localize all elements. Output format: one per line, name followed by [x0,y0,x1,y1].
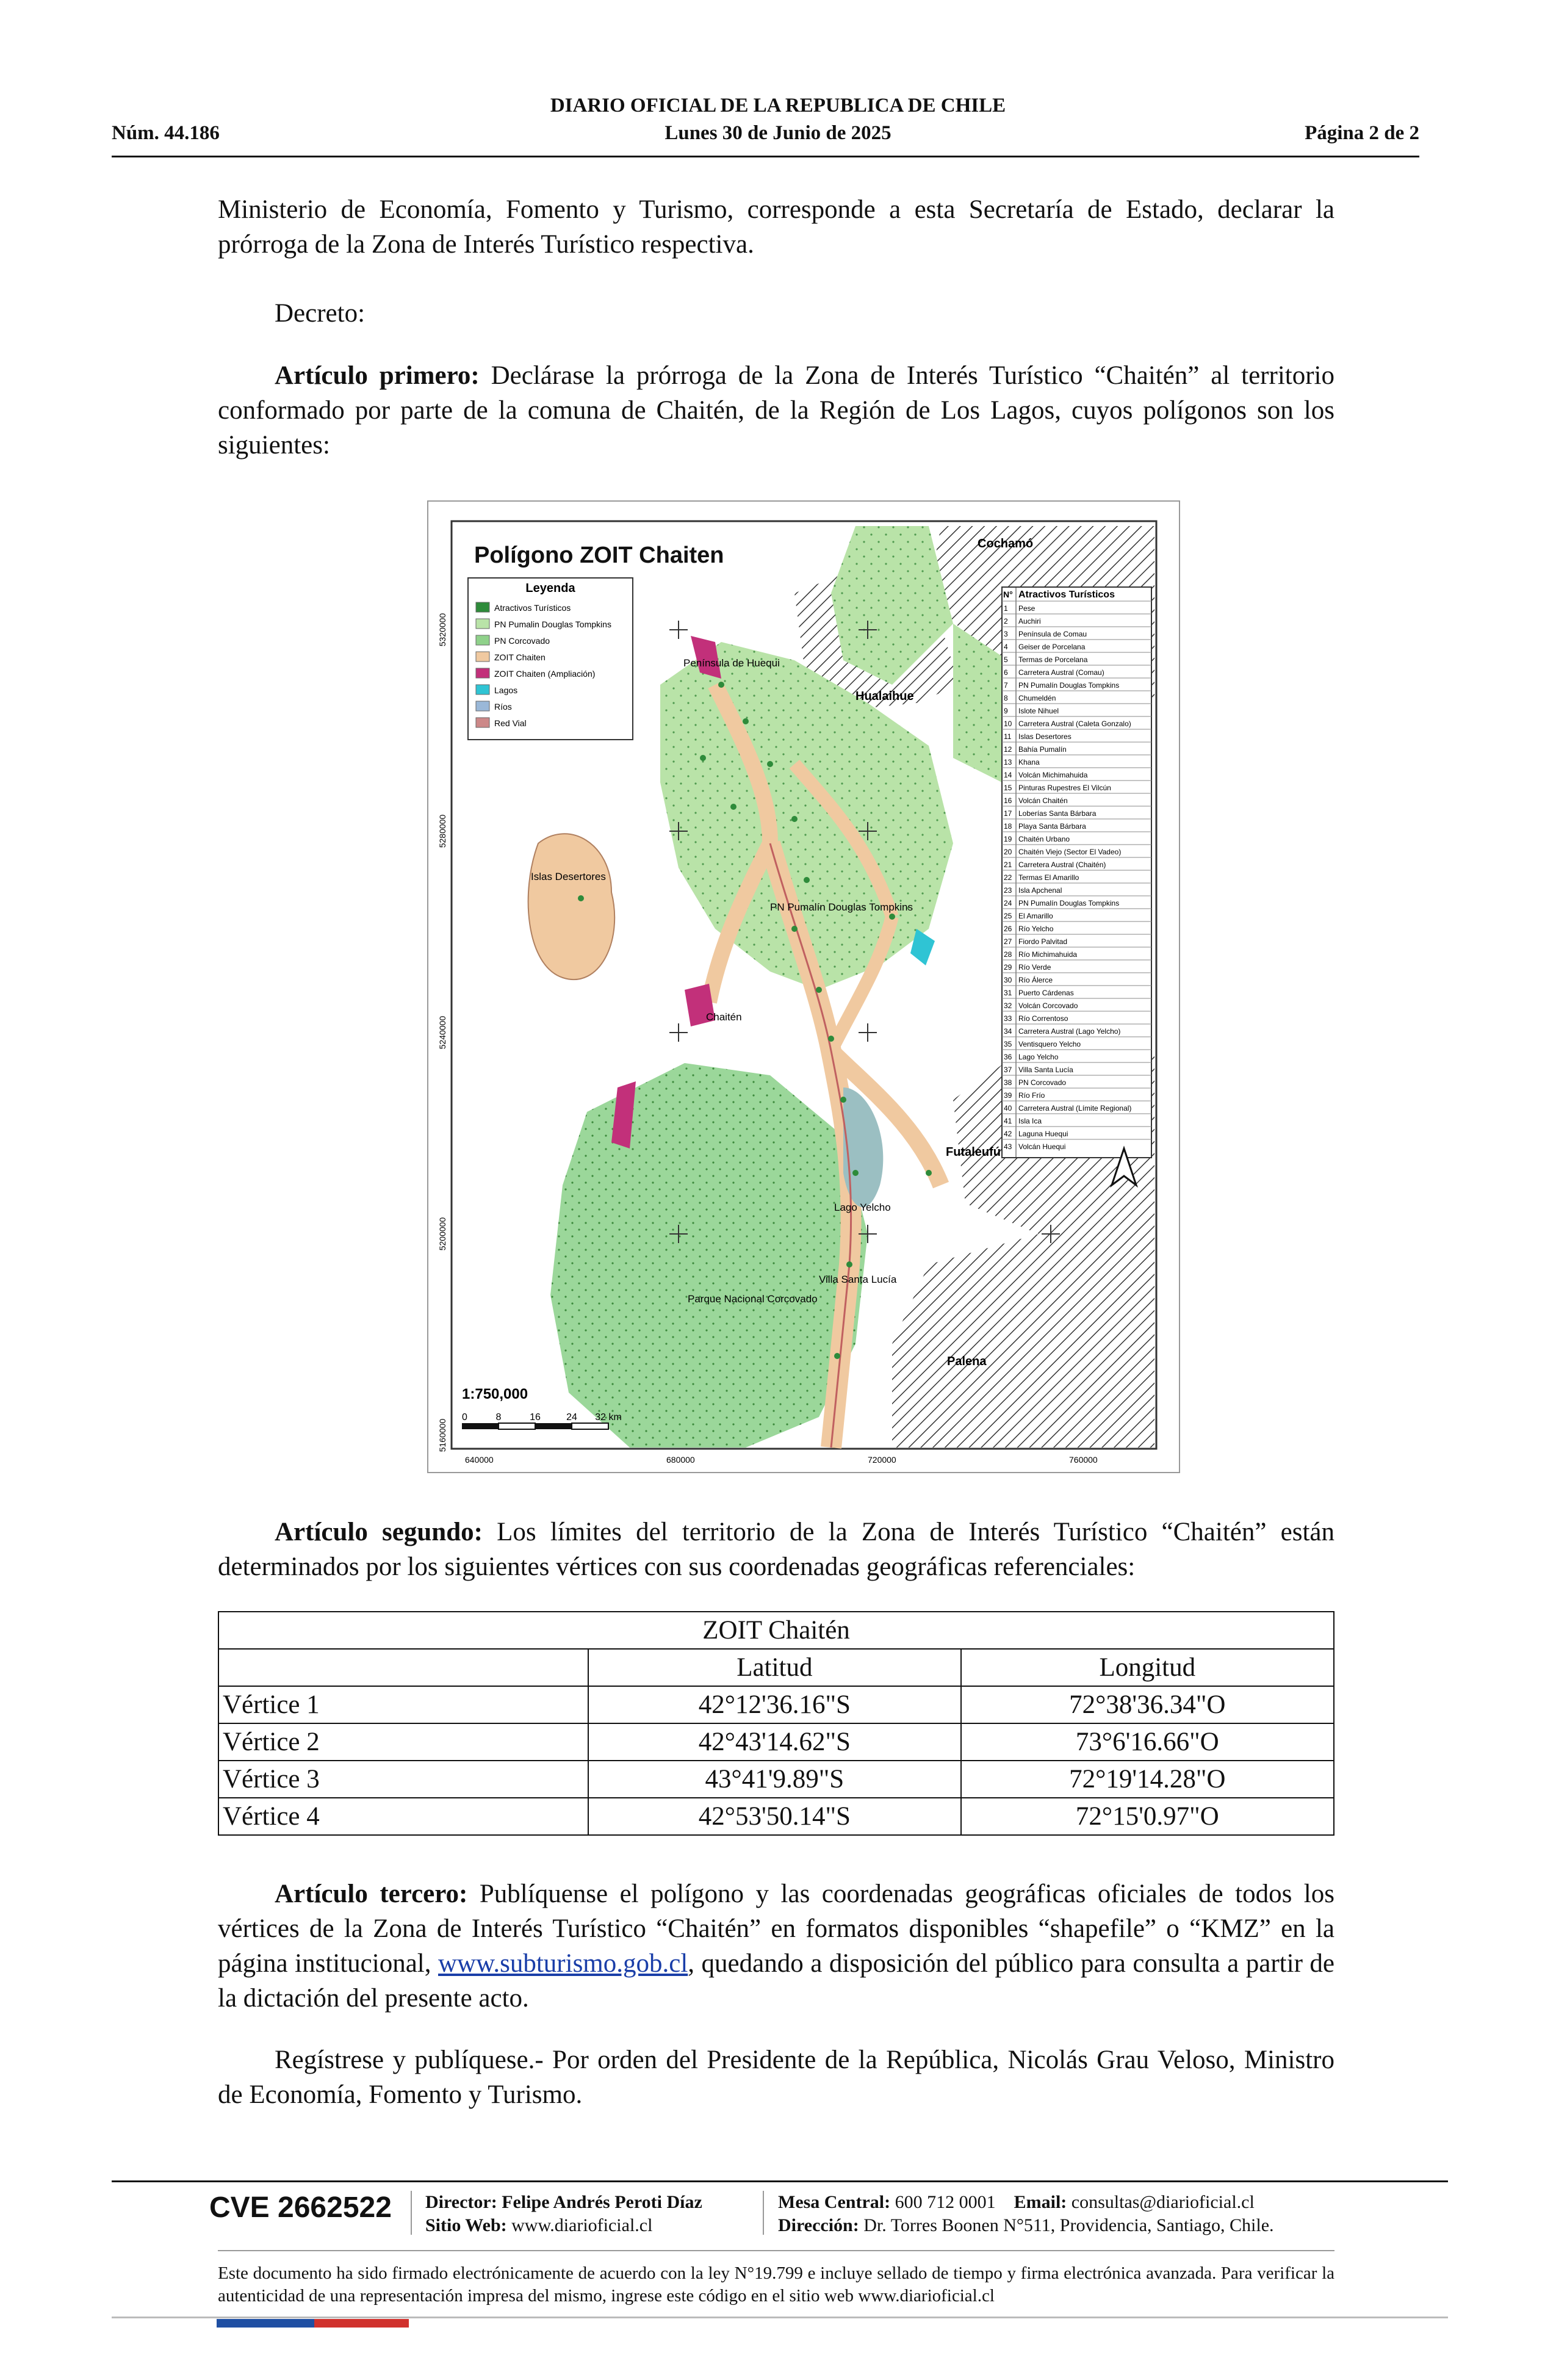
attraction-number: 13 [1004,758,1012,766]
attraction-name: Carretera Austral (Límite Regional) [1018,1104,1132,1112]
table-title-row [218,1612,1334,1649]
place-futaleufu: Futaleufú [946,1145,1001,1159]
attraction-name: Pinturas Rupestres El Vilcún [1018,784,1111,792]
attraction-number: 1 [1004,604,1008,613]
header-rule [112,156,1419,157]
address-text: Dr. Torres Boonen N°511, Providencia, Santiago, Chile. [863,2215,1274,2235]
scale-tick-label: 16 [530,1412,541,1423]
web-label: Sitio Web: [425,2215,507,2235]
vertex-longitude: 72°19'14.28"O [961,1761,1334,1798]
attraction-name: Bahía Pumalín [1018,745,1067,754]
legend-swatch [476,701,489,711]
attraction-number: 18 [1004,822,1012,831]
attraction-name: Islote Nihuel [1018,707,1059,715]
vertex-name: Vértice 3 [218,1761,588,1798]
attraction-name: Chaitén Urbano [1018,835,1070,843]
attraction-name: Carretera Austral (Lago Yelcho) [1018,1027,1121,1036]
mesa-phone: 600 712 0001 [895,2192,996,2212]
header-title: DIARIO OFICIAL DE LA REPUBLICA DE CHILE [550,95,1006,117]
attraction-number: 6 [1004,668,1008,677]
attractions-table [1002,587,1151,1158]
attraction-number: 35 [1004,1040,1012,1048]
y-tick-label: 5240000 [438,1015,447,1050]
attraction-name: Lago Yelcho [1018,1053,1059,1061]
attraction-name: Geiser de Porcelana [1018,643,1086,651]
place-lago-yelcho: Lago Yelcho [834,1202,891,1213]
attraction-name: Islas Desertores [1018,732,1072,741]
attraction-number: 17 [1004,809,1012,818]
attraction-number: 22 [1004,873,1012,882]
attraction-number: 8 [1004,694,1008,702]
cve-code: CVE 2662522 [209,2191,392,2224]
attraction-name: Río Álerce [1018,976,1053,984]
zoit-map [427,500,1180,1473]
attraction-name: Volcán Corcovado [1018,1001,1078,1010]
attraction-name: Carretera Austral (Comau) [1018,668,1104,677]
attraction-number: 31 [1004,989,1012,997]
legend-label: ZOIT Chaiten (Ampliación) [494,669,596,679]
attraction-name: Volcán Huequi [1018,1142,1066,1151]
article-3-text-b: , quedando a disposición del público para consulta a partir de la dictación del presente acto. [218,1949,1334,2013]
attraction-number: 14 [1004,771,1012,779]
attraction-name: Río Yelcho [1018,925,1054,933]
attraction-number: 27 [1004,937,1012,946]
article-3-label: Artículo tercero: [275,1880,468,1908]
header-longitude: Longitud [961,1649,1334,1686]
legend-label: PN Pumalin Douglas Tompkins [494,619,611,629]
attraction-name: Playa Santa Bárbara [1018,822,1086,831]
article-1 [218,358,1334,463]
email-link[interactable]: consultas@diarioficial.cl [1071,2192,1255,2212]
park-corcovado [550,1063,868,1448]
attraction-number: 7 [1004,681,1008,690]
y-tick-label: 5320000 [438,613,447,647]
attraction-name: Carretera Austral (Chaitén) [1018,860,1106,869]
footer-disclaimer: Este documento ha sido firmado electrónicamente de acuerdo con la ley N°19.799 e incluye sellado de tiempo y firma electrónica avanzada. Para verificar la autenticidad de una representación impresa del mismo, ingrese este código en el sitio web www.diarioficial.cl [218,2263,1334,2306]
vertex-name: Vértice 1 [218,1686,588,1723]
y-tick-label: 5280000 [438,814,447,848]
article-2 [218,1515,1334,1584]
x-tick-label: 720000 [868,1455,896,1465]
attractions-header-n: N° [1003,590,1013,599]
mesa-label: Mesa Central: [778,2192,891,2212]
attraction-number: 37 [1004,1066,1012,1074]
attraction-name: Volcán Chaitén [1018,796,1068,805]
attraction-number: 25 [1004,912,1012,920]
vertex-longitude: 73°6'16.66"O [961,1723,1334,1761]
legend-label: Red Vial [494,718,527,728]
attraction-number: 36 [1004,1053,1012,1061]
table-header-row [218,1649,1334,1686]
scale-tick-label: 0 [462,1412,467,1423]
place-chaiten: Chaitén [706,1011,742,1023]
legend-label: ZOIT Chaiten [494,652,546,662]
table-row [218,1798,1334,1835]
attraction-name: Villa Santa Lucía [1018,1066,1073,1074]
attraction-name: Ventisquero Yelcho [1018,1040,1081,1048]
attraction-number: 16 [1004,796,1012,805]
legend-title: Leyenda [525,582,575,595]
subturismo-link[interactable]: www.subturismo.gob.cl [438,1949,688,1978]
attraction-number: 29 [1004,963,1012,972]
attraction-name: Termas de Porcelana [1018,655,1088,664]
closing-paragraph: Regístrese y publíquese.- Por orden del Presidente de la República, Nicolás Grau Veloso, Ministro de Economía, Fomento y Turismo. [218,2046,1334,2109]
footer-director [425,2191,702,2214]
attraction-name: Chumeldén [1018,694,1056,702]
attraction-number: 30 [1004,976,1012,984]
attraction-number: 34 [1004,1027,1012,1036]
attraction-name: Loberías Santa Bárbara [1018,809,1097,818]
attraction-name: Península de Comau [1018,630,1087,638]
attraction-number: 2 [1004,617,1008,626]
article-1-text: Declárase la prórroga de la Zona de Interés Turístico “Chaitén” al territorio conformado por parte de la comuna de Chaitén, de la Región de Los Lagos, cuyos polígonos son los siguientes: [218,361,1334,460]
attraction-name: Río Michimahuida [1018,950,1078,959]
attraction-number: 28 [1004,950,1012,959]
attraction-name: Río Frío [1018,1091,1045,1100]
paragraph-intro: Ministerio de Economía, Fomento y Turismo, corresponde a esta Secretaría de Estado, declarar la prórroga de la Zona de Interés Turístico respectiva. [218,195,1334,259]
legend-swatch [476,668,489,678]
x-tick-label: 680000 [666,1455,695,1465]
address-label: Dirección: [778,2215,859,2235]
attraction-name: Isla Ica [1018,1117,1042,1125]
vertex-longitude: 72°38'36.34"O [961,1686,1334,1723]
vertex-latitude: 42°53'50.14"S [588,1798,960,1835]
attraction-number: 38 [1004,1078,1012,1087]
attraction-name: Carretera Austral (Caleta Gonzalo) [1018,719,1131,728]
attraction-name: El Amarillo [1018,912,1053,920]
place-huequi: Península de Huequi [683,657,780,669]
attraction-number: 26 [1004,925,1012,933]
attraction-number: 12 [1004,745,1012,754]
issue-date: Lunes 30 de Junio de 2025 [665,122,891,144]
place-palena: Palena [947,1355,987,1368]
place-desertores: Islas Desertores [531,871,606,882]
flag-bar-red [314,2319,409,2328]
place-cochamo: Cochamó [978,537,1034,550]
director-label: Director: [425,2192,497,2212]
legend-swatch [476,652,489,662]
vertex-latitude: 43°41'9.89"S [588,1761,960,1798]
table-row [218,1723,1334,1761]
attraction-number: 43 [1004,1142,1012,1151]
x-tick-label: 640000 [465,1455,494,1465]
table-title: ZOIT Chaitén [218,1612,1334,1649]
attraction-number: 11 [1004,732,1012,741]
attraction-name: Chaitén Viejo (Sector El Vadeo) [1018,848,1122,856]
vertex-latitude: 42°43'14.62"S [588,1723,960,1761]
footer-web [425,2214,652,2237]
director-name: Felipe Andrés Peroti Díaz [502,2192,702,2212]
footer-rule [112,2180,1448,2182]
y-tick-label: 5200000 [438,1217,447,1251]
attraction-name: Auchiri [1018,617,1041,626]
attraction-name: Khana [1018,758,1040,766]
legend-label: Atractivos Turísticos [494,603,571,613]
attraction-name: Pese [1018,604,1036,613]
legend-label: Lagos [494,685,518,695]
attraction-name: Termas El Amarillo [1018,873,1079,882]
article-2-text: Los límites del territorio de la Zona de Interés Turístico “Chaitén” están determinados por los siguientes vértices con sus coordenadas geográficas referenciales: [218,1518,1335,1581]
map-title: Polígono ZOIT Chaiten [474,543,724,568]
attraction-name: PN Pumalín Douglas Tompkins [1018,899,1120,907]
attraction-number: 40 [1004,1104,1012,1112]
vertex-latitude: 42°12'36.16"S [588,1686,960,1723]
legend-swatch [476,602,489,612]
attraction-number: 24 [1004,899,1012,907]
page-number: Página 2 de 2 [1305,122,1419,144]
place-pumalin: PN Pumalín Douglas Tompkins [770,901,913,913]
attraction-number: 5 [1004,655,1008,664]
article-3 [218,1877,1334,2016]
footer-address [778,2214,1274,2237]
legend-swatch [476,635,489,645]
attraction-number: 41 [1004,1117,1012,1125]
place-hualaihue: Hualaihue [855,690,914,703]
vertices-table [218,1611,1334,1836]
scale-tick-label: 24 [566,1412,577,1423]
attraction-number: 10 [1004,719,1012,728]
islas-desertores [528,834,615,979]
scale-tick-label: 8 [495,1412,502,1423]
attraction-number: 19 [1004,835,1012,843]
attraction-name: Volcán Michimahuida [1018,771,1088,779]
attraction-number: 3 [1004,630,1008,638]
attraction-number: 33 [1004,1014,1012,1023]
legend-swatch [476,718,489,727]
map-scale: 1:750,000 [462,1386,528,1402]
table-row [218,1686,1334,1723]
y-tick-label: 5160000 [438,1418,447,1452]
scale-tick-label: 32 km [595,1412,622,1423]
attraction-name: Isla Apchenal [1018,886,1062,895]
vertex-name: Vértice 2 [218,1723,588,1761]
attraction-number: 4 [1004,643,1008,651]
attraction-number: 21 [1004,860,1012,869]
legend-label: Ríos [494,702,512,712]
place-corcovado: Parque Nacional Corcovado [688,1293,818,1305]
article-3-text-a: Publíquense el polígono y las coordenadas geográficas oficiales de todos los vértices de la Zona de Interés Turístico “Chaitén” en formatos disponibles “shapefile” o “KMZ” en la página institucional, [218,1880,1334,1978]
issue-number: Núm. 44.186 [112,122,220,144]
vertex-longitude: 72°15'0.97"O [961,1798,1334,1835]
flag-bar-blue [217,2319,314,2328]
attraction-number: 20 [1004,848,1012,856]
email-label: Email: [1014,2192,1067,2212]
x-tick-label: 760000 [1069,1455,1098,1465]
attraction-number: 15 [1004,784,1012,792]
attraction-name: Laguna Huequi [1018,1130,1068,1138]
footer-divider [411,2191,412,2235]
footer-mesa [778,2191,1255,2214]
attraction-name: Fiordo Palvitad [1018,937,1068,946]
attraction-name: Río Verde [1018,963,1051,972]
footer-rule-3 [112,2317,1448,2318]
article-1-label: Artículo primero: [275,361,480,390]
footer-divider-2 [763,2191,764,2235]
vertex-name: Vértice 4 [218,1798,588,1835]
attractions-header: Atractivos Turísticos [1018,590,1115,600]
article-2-label: Artículo segundo: [275,1518,483,1546]
decreto-label: Decreto: [275,299,366,328]
attraction-name: Puerto Cárdenas [1018,989,1074,997]
attraction-name: PN Corcovado [1018,1078,1067,1087]
attraction-number: 9 [1004,707,1008,715]
attraction-number: 32 [1004,1001,1012,1010]
attraction-number: 39 [1004,1091,1012,1100]
legend-swatch [476,619,489,629]
footer-rule-2 [218,2250,1334,2251]
place-villa-santa-lucia: Villa Santa Lucía [819,1274,897,1285]
attraction-name: Río Correntoso [1018,1014,1068,1023]
attraction-number: 42 [1004,1130,1012,1138]
legend-swatch [476,685,489,694]
header-latitude: Latitud [588,1649,960,1686]
table-row [218,1761,1334,1798]
header-blank [218,1649,588,1686]
legend-label: PN Corcovado [494,636,550,646]
map-legend [468,578,633,740]
web-link[interactable]: www.diarioficial.cl [511,2215,653,2235]
attraction-number: 23 [1004,886,1012,895]
attraction-name: PN Pumalín Douglas Tompkins [1018,681,1120,690]
